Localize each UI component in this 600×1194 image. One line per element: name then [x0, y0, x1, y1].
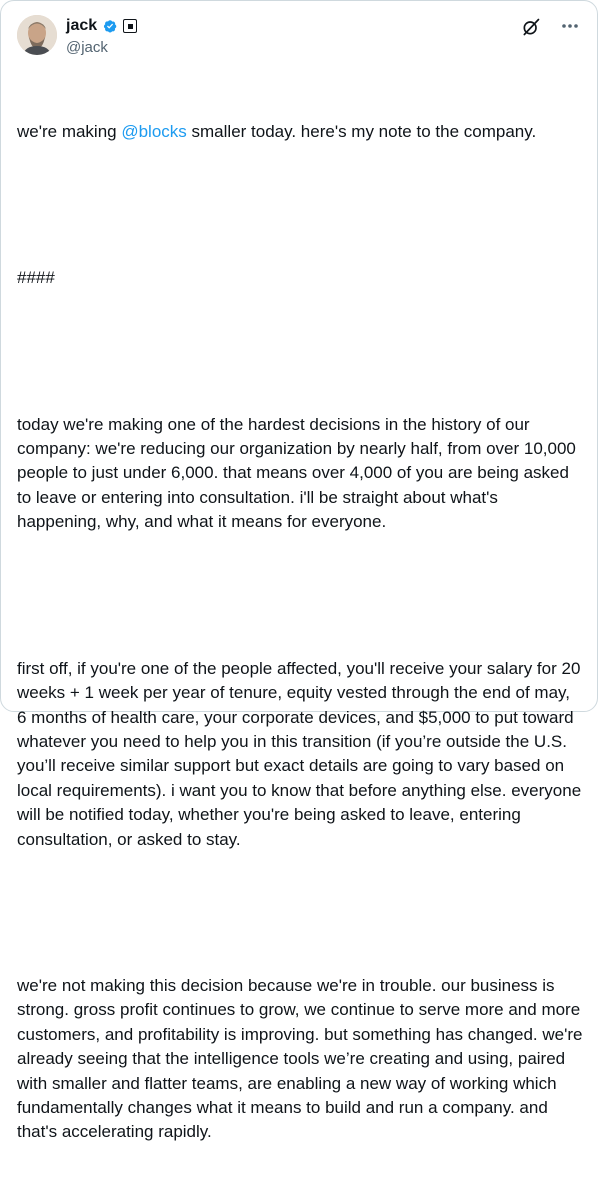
- paragraph-2: first off, if you're one of the people affected, you'll receive your salary for 20 weeks + 1 week per year of tenure, equity vested through the end of may, 6 months of health care, your corporate devices, and $5,000 to put toward whatever you need to help you in this transition (if you’re outside the U.S. you’ll receive similar support but exact details are going to vary based on local requirements). i want you to know that before anything else. everyone will be notified today, whether you're being asked to leave, entering consultation, or asked to stay.: [17, 658, 586, 849]
- author-names: [66, 16, 137, 56]
- post-header: [17, 15, 581, 57]
- verified-badge-icon: [101, 17, 119, 35]
- handle[interactable]: @jack: [66, 39, 108, 56]
- display-name[interactable]: jack: [66, 17, 98, 34]
- block-affiliate-icon-inner: [128, 24, 133, 29]
- grok-icon[interactable]: [521, 17, 541, 37]
- avatar[interactable]: [17, 15, 57, 55]
- mention-link[interactable]: @blocks: [121, 121, 187, 141]
- more-options-icon[interactable]: [559, 15, 581, 37]
- post-intro: [17, 120, 583, 144]
- name-row: [66, 16, 137, 36]
- intro-text-before: we're making: [17, 121, 122, 141]
- more-dots: [561, 23, 579, 29]
- paragraph-3: we're not making this decision because we're in trouble. our business is strong. gross profit continues to grow, we continue to serve more and more customers, and profitability is improving. but something has changed. we're already seeing that the intelligence tools we’re creating and using, paired with smaller and flatter teams, are enabling a new way of working which fundamentally changes what it means to build and run a company. and that's accelerating rapidly.: [17, 975, 588, 1142]
- separator-text: ####: [17, 268, 55, 288]
- intro-text-after: smaller today. here's my note to the company.: [186, 121, 537, 141]
- paragraph-1: today we're making one of the hardest decisions in the history of our company: we're reducing our organization by nearly half, from over 10,000 people to just under 6,000. that means over 4,000 of you are being asked to leave or entering into consultation. i'll be straight about what's happening, why, and what it means for everyone.: [17, 414, 581, 532]
- block-affiliate-icon[interactable]: [123, 19, 137, 33]
- post-body: [17, 71, 588, 1194]
- avatar-image: [17, 15, 57, 55]
